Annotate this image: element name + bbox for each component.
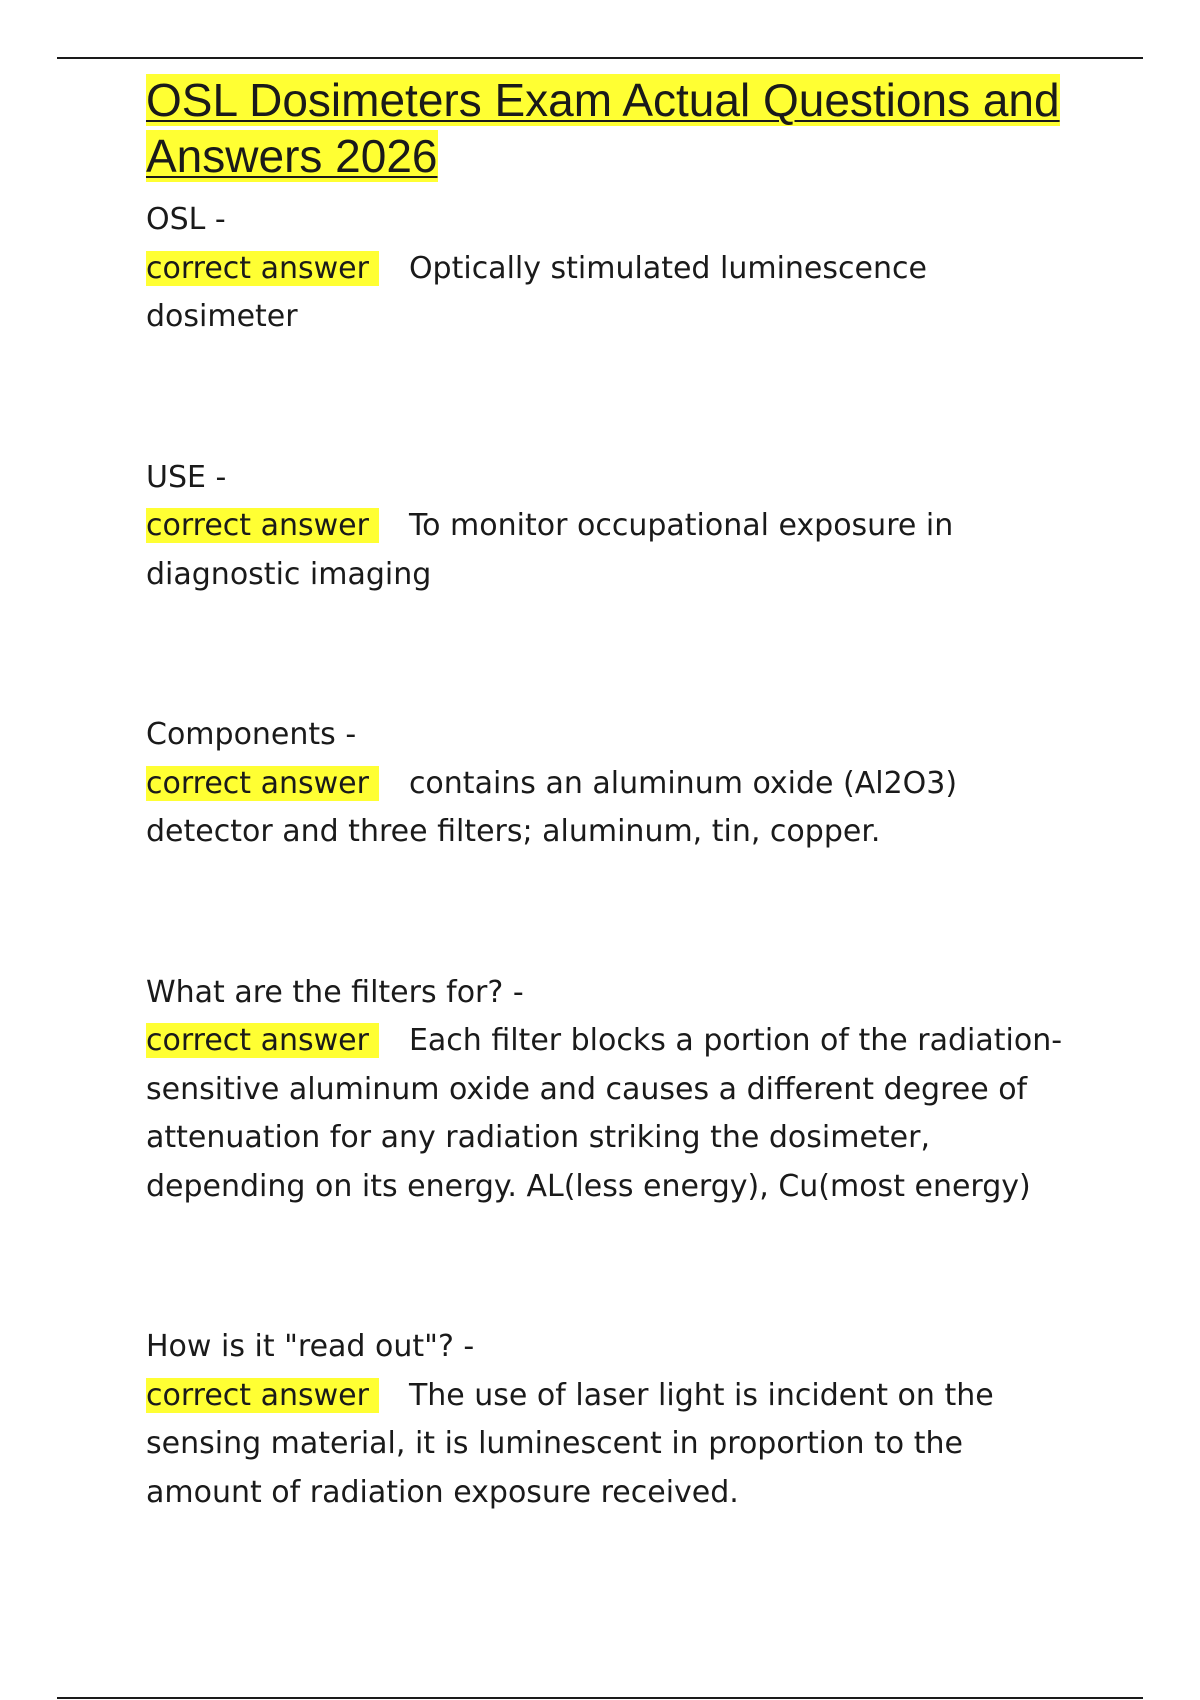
qa-item-osl: [146, 196, 1086, 342]
qa-item-components: [146, 711, 1086, 857]
answer-text: To monitor occupational exposure in diagnostic imaging: [146, 508, 954, 592]
answer-text: Optically stimulated luminescence dosimeter: [146, 250, 927, 334]
correct-answer-label: correct answer: [146, 766, 379, 801]
qa-item-use: [146, 454, 1086, 600]
answer-text: The use of laser light is incident on the sensing material, it is luminescent in proportion to the amount of radiation exposure received.: [146, 1377, 994, 1510]
correct-answer-label: correct answer: [146, 1378, 379, 1413]
qa-item-read-out: [146, 1323, 1086, 1517]
answer-text: contains an aluminum oxide (Al2O3) detector and three filters; aluminum, tin, copper.: [146, 765, 958, 849]
page-top-rule: [57, 57, 1143, 59]
question-text: Components -: [146, 717, 357, 752]
question-text: How is it "read out"? -: [146, 1329, 475, 1364]
answer-text: Each filter blocks a portion of the radiation-sensitive aluminum oxide and causes a different degree of attenuation for any radiation striking the dosimeter, depending on its energy. AL(less energy), Cu(most energy): [146, 1023, 1063, 1204]
correct-answer-label: correct answer: [146, 508, 379, 543]
qa-item-filters: [146, 969, 1086, 1212]
correct-answer-label: correct answer: [146, 1023, 379, 1058]
document-title: [146, 72, 1086, 184]
question-text: OSL -: [146, 202, 226, 237]
document-title-text: OSL Dosimeters Exam Actual Questions and Answers 2026: [146, 74, 1060, 182]
correct-answer-label: correct answer: [146, 251, 379, 286]
page-bottom-rule: [57, 1697, 1143, 1699]
question-text: What are the filters for? -: [146, 974, 524, 1010]
document-body: [146, 72, 1086, 1629]
question-text: USE -: [146, 459, 227, 495]
